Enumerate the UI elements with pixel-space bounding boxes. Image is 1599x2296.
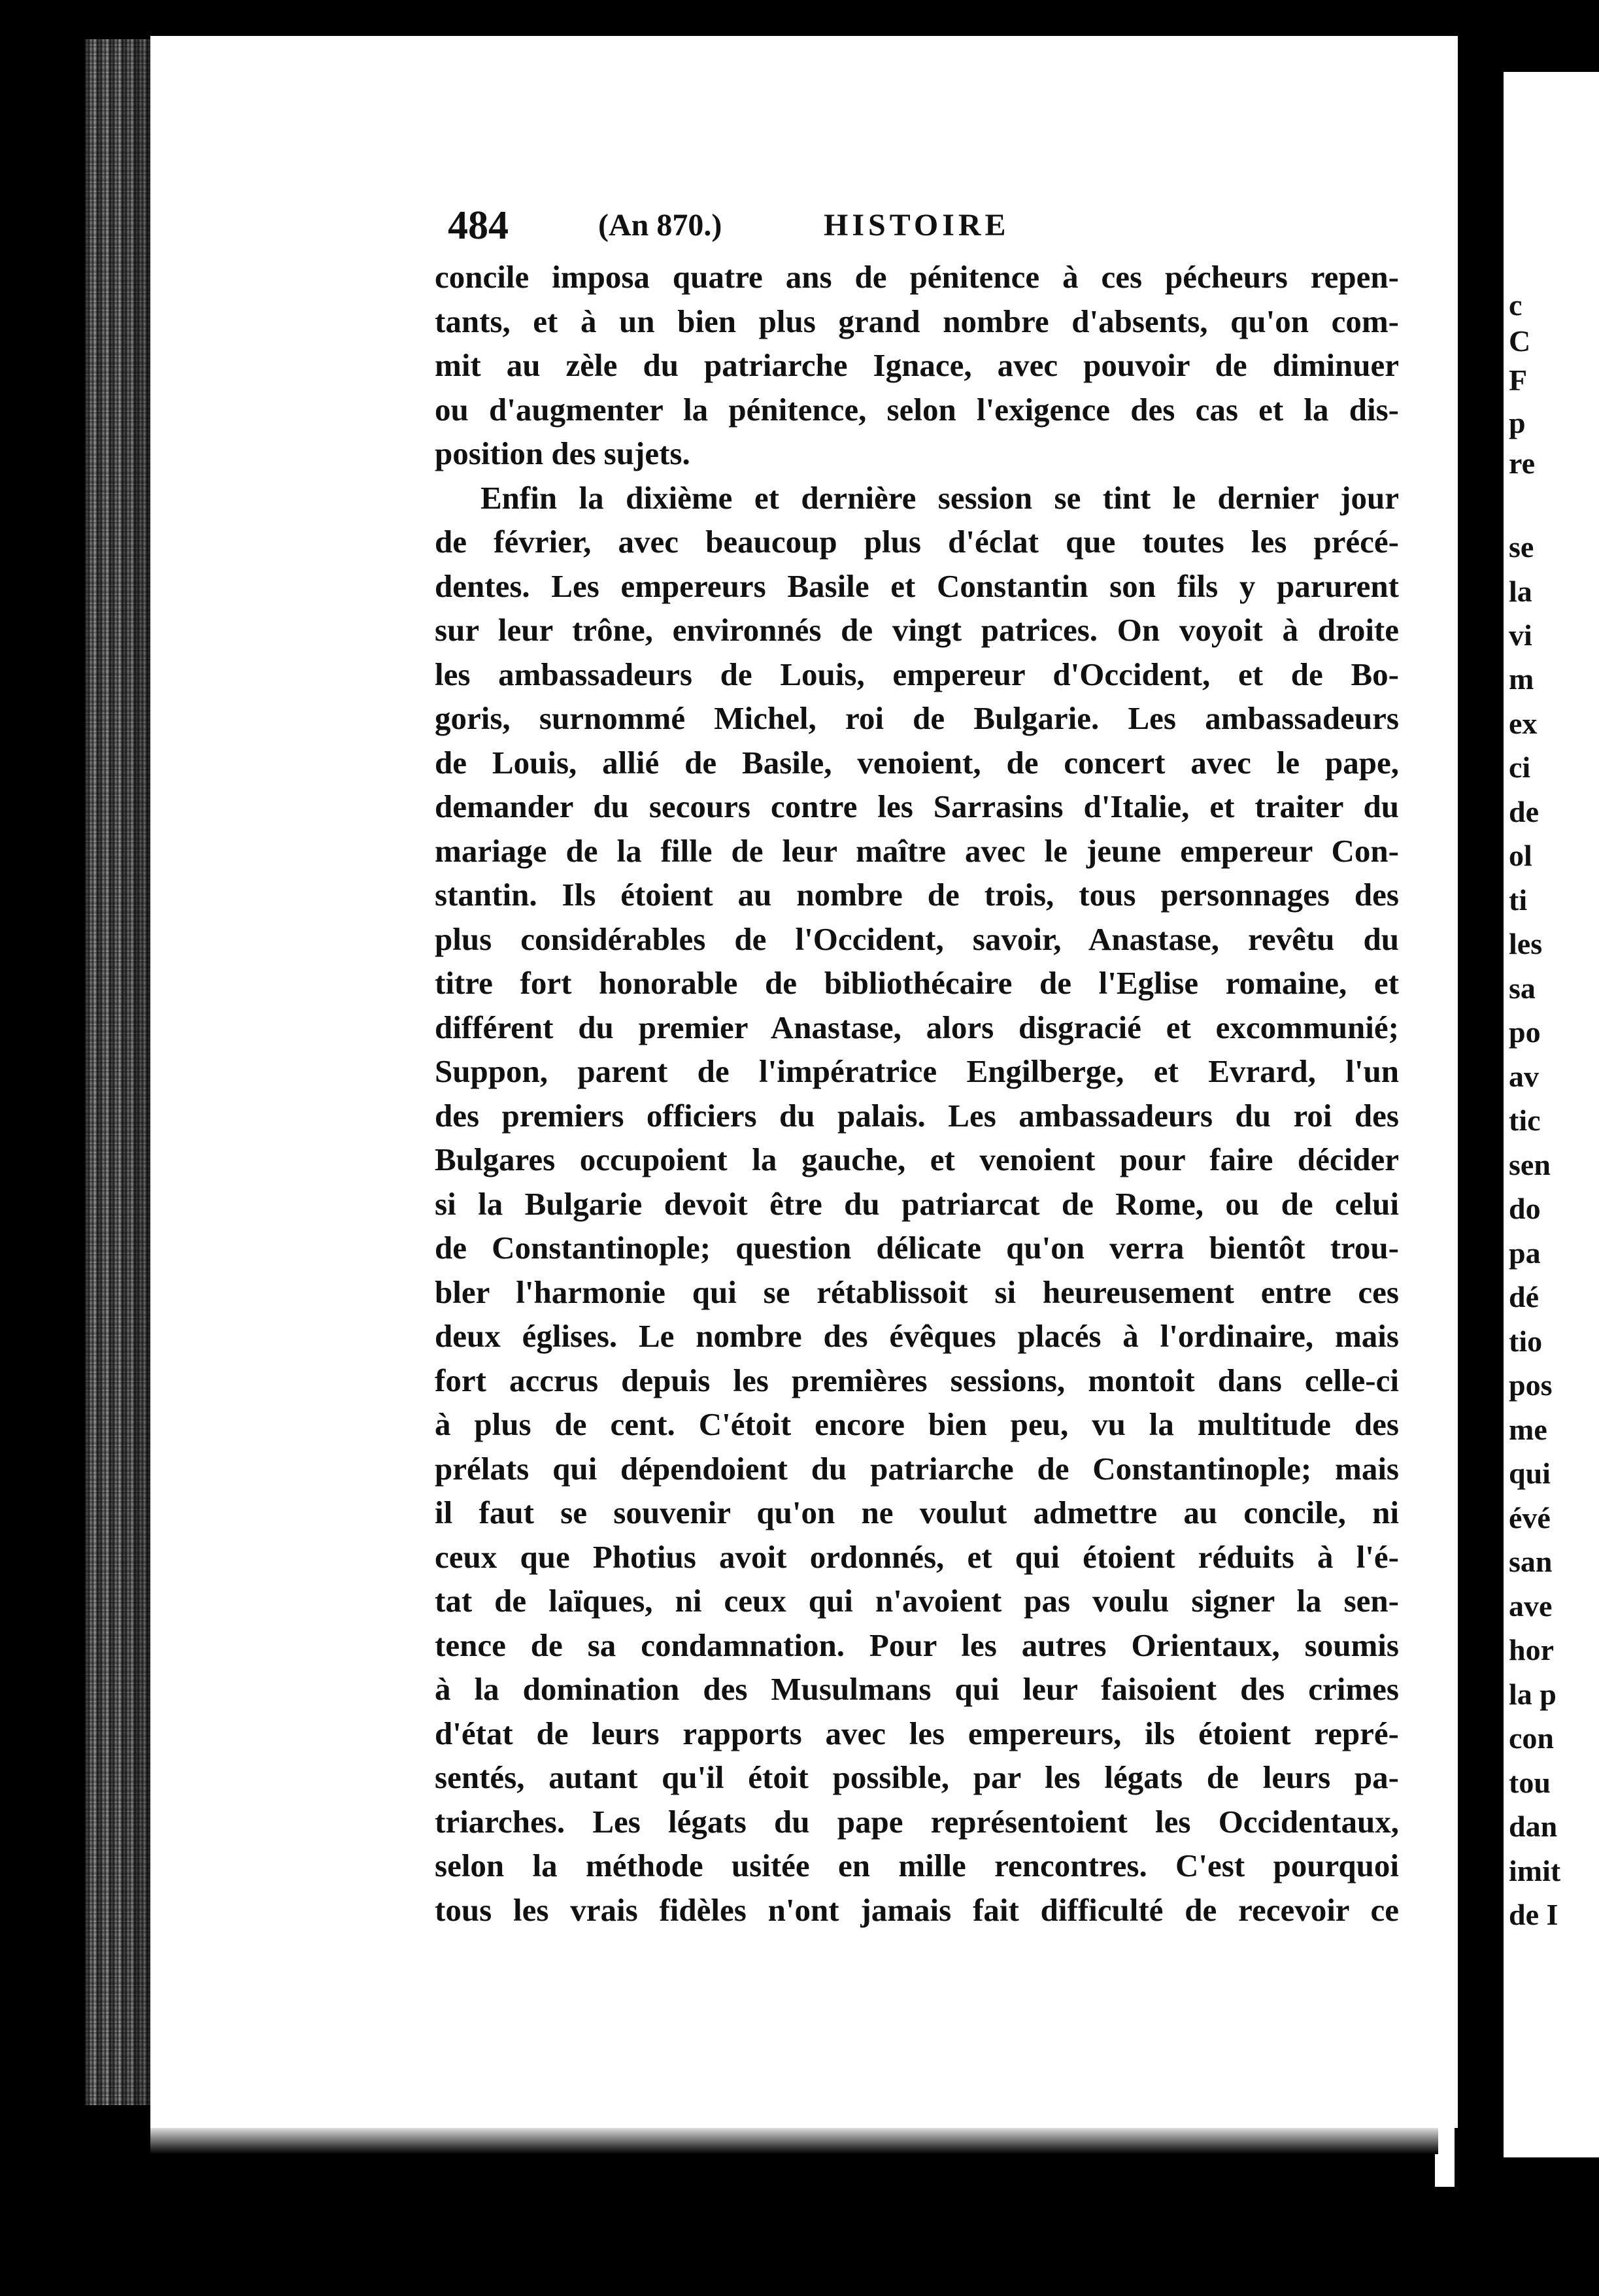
text-line: Suppon, parent de l'impératrice Engilberge, et Evrard, l'un xyxy=(435,1053,1399,1089)
right-fragment: dé xyxy=(1509,1280,1539,1313)
right-fragment: vi xyxy=(1509,618,1532,652)
text-line: à la domination des Musulmans qui leur faisoient des crimes xyxy=(435,1671,1399,1707)
right-page-fragment xyxy=(1504,72,1599,2157)
text-line: tence de sa condamnation. Pour les autres Orientaux, soumis xyxy=(435,1627,1399,1663)
right-fragment: ol xyxy=(1509,839,1532,872)
page-text xyxy=(435,196,1399,1932)
text-line: ou d'augmenter la pénitence, selon l'exigence des cas et la dis- xyxy=(435,391,1399,428)
text-line: mariage de la fille de leur maître avec le jeune empereur Con- xyxy=(435,832,1399,869)
right-fragment: pos xyxy=(1509,1368,1553,1402)
text-line: concile imposa quatre ans de pénitence à ces pécheurs repen- xyxy=(435,259,1399,295)
text-line: position des sujets. xyxy=(435,435,690,471)
right-fragment: po xyxy=(1509,1015,1541,1049)
right-fragment: imit xyxy=(1509,1854,1561,1887)
right-fragment: la xyxy=(1509,575,1532,608)
text-line: tous les vrais fidèles n'ont jamais fait difficulté de recevoir ce xyxy=(435,1891,1399,1928)
text-line: mit au zèle du patriarche Ignace, avec pouvoir de diminuer xyxy=(435,347,1399,383)
text-line: de février, avec beaucoup plus d'éclat que toutes les précé- xyxy=(435,524,1399,560)
right-fragment: hor xyxy=(1509,1633,1554,1666)
text-line: d'état de leurs rapports avec les empereurs, ils étoient repré- xyxy=(435,1715,1399,1751)
text-line: tat de laïques, ni ceux qui n'avoient pas voulu signer la sen- xyxy=(435,1583,1399,1619)
right-fragment: se xyxy=(1509,530,1534,564)
text-line: sentés, autant qu'il étoit possible, par les légats de leurs pa- xyxy=(435,1759,1399,1795)
right-fragment: m xyxy=(1509,662,1534,696)
right-fragment: c xyxy=(1509,288,1523,322)
right-fragment: ex xyxy=(1509,707,1538,740)
text-line: stantin. Ils étoient au nombre de trois, tous personnages des xyxy=(435,877,1399,913)
text-line: fort accrus depuis les premières sessions, montoit dans celle-ci xyxy=(435,1362,1399,1398)
page-header xyxy=(435,196,1399,255)
right-fragment: la p xyxy=(1509,1678,1557,1711)
text-line: de Louis, allié de Basile, venoient, de concert avec le pape, xyxy=(435,744,1399,781)
text-line: dentes. Les empereurs Basile et Constantin son fils y parurent xyxy=(435,567,1399,604)
text-line: prélats qui dépendoient du patriarche de Constantinople; mais xyxy=(435,1450,1399,1487)
right-fragment: tic xyxy=(1509,1104,1541,1137)
text-line: il faut se souvenir qu'on ne voulut admettre au concile, ni xyxy=(435,1494,1399,1530)
text-line: des premiers officiers du palais. Les ambassadeurs du roi des xyxy=(435,1097,1399,1134)
page-number: 484 xyxy=(448,203,509,248)
right-fragment: sa xyxy=(1509,971,1536,1005)
right-fragment: tou xyxy=(1509,1766,1551,1799)
header-year: (An 870.) xyxy=(598,208,722,243)
text-line: ceux que Photius avoit ordonnés, et qui étoient réduits à l'é- xyxy=(435,1538,1399,1575)
right-fragment: les xyxy=(1509,927,1543,960)
right-fragment: ci xyxy=(1509,751,1531,784)
text-line: à plus de cent. C'étoit encore bien peu, vu la multitude des xyxy=(435,1406,1399,1442)
right-fragment: me xyxy=(1509,1413,1547,1446)
right-fragment: évé xyxy=(1509,1501,1551,1534)
text-line: différent du premier Anastase, alors disgracié et excommunié; xyxy=(435,1009,1399,1045)
text-line: les ambassadeurs de Louis, empereur d'Occident, et de Bo- xyxy=(435,656,1399,692)
text-line: de Constantinople; question délicate qu'on verra bientôt trou- xyxy=(435,1230,1399,1266)
text-line: plus considérables de l'Occident, savoir, Anastase, revêtu du xyxy=(435,920,1399,957)
text-line: si la Bulgarie devoit être du patriarcat de Rome, ou de celui xyxy=(435,1185,1399,1222)
right-fragment: sen xyxy=(1509,1148,1551,1181)
text-line: bler l'harmonie qui se rétablissoit si heureusement entre ces xyxy=(435,1274,1399,1310)
running-title: HISTOIRE xyxy=(824,208,1010,243)
right-fragment: C xyxy=(1509,324,1531,358)
text-line: titre fort honorable de bibliothécaire de l'Eglise romaine, et xyxy=(435,965,1399,1001)
text-line: deux églises. Le nombre des évêques placés à l'ordinaire, mais xyxy=(435,1318,1399,1354)
right-fragment: pa xyxy=(1509,1236,1541,1270)
page-edge xyxy=(1435,36,1455,2187)
text-line: sur leur trône, environnés de vingt patrices. On voyoit à droite xyxy=(435,612,1399,648)
right-fragment: ti xyxy=(1509,883,1528,917)
right-fragment: tio xyxy=(1509,1325,1543,1358)
text-line: goris, surnommé Michel, roi de Bulgarie. Les ambassadeurs xyxy=(435,700,1399,736)
right-fragment: de I xyxy=(1509,1898,1558,1931)
right-fragment: con xyxy=(1509,1721,1554,1755)
right-fragment: av xyxy=(1509,1060,1539,1093)
right-fragment: ave xyxy=(1509,1589,1553,1623)
text-line: Enfin la dixième et dernière session se tint le dernier jour xyxy=(480,479,1399,516)
page-bottom-shadow xyxy=(150,2128,1438,2154)
right-fragment: san xyxy=(1509,1545,1553,1578)
text-line: demander du secours contre les Sarrasins d'Italie, et traiter du xyxy=(435,788,1399,824)
right-fragment: do xyxy=(1509,1192,1541,1225)
right-fragment: qui xyxy=(1509,1457,1551,1490)
right-fragment: re xyxy=(1509,447,1536,480)
right-fragment: F xyxy=(1509,363,1528,397)
text-line: selon la méthode usitée en mille rencontres. C'est pourquoi xyxy=(435,1848,1399,1883)
right-fragment: p xyxy=(1509,406,1526,439)
right-fragment: dan xyxy=(1509,1810,1558,1843)
text-line: triarches. Les légats du pape représentoient les Occidentaux, xyxy=(435,1803,1399,1840)
right-fragment: de xyxy=(1509,795,1539,828)
text-line: Bulgares occupoient la gauche, et venoient pour faire décider xyxy=(435,1141,1399,1177)
text-line: tants, et à un bien plus grand nombre d'absents, qu'on com- xyxy=(435,303,1399,339)
